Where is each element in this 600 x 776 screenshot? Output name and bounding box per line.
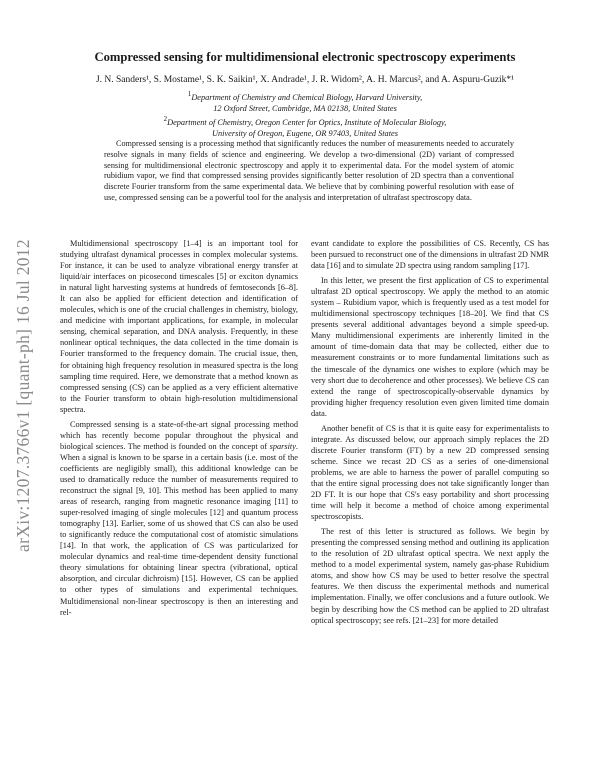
arxiv-stamp <box>10 215 36 575</box>
affiliation-mark: 1 <box>187 91 192 98</box>
affiliation-text: University of Oregon, Eugene, OR 97403, United States <box>212 128 398 138</box>
body-column-right <box>311 238 549 630</box>
affiliation-line <box>60 114 550 128</box>
affiliation-text: Department of Chemistry, Oregon Center for Optics, Institute of Molecular Biology, <box>167 117 447 127</box>
body-column-left <box>60 238 298 622</box>
abstract: Compressed sensing is a processing method that significantly reduces the number of measurements needed to accurately resolve signals in many fields of science and engineering. We develop a two-dimensional (2D) variant of compressed sensing for multidimensional electronic spectroscopy and apply it to experimental data. For the model system of atomic rubidium vapor, we find that compressed sensing provides significantly better resolution of 2D spectra than a conventional discrete Fourier transform from the same experimental data. We believe that by combining powerful resolution with ease of use, compressed sensing can be a powerful tool for the analysis and interpretation of ultrafast spectroscopy data. <box>104 139 514 202</box>
affiliation-line <box>60 89 550 103</box>
affiliation-line <box>60 128 550 139</box>
paper-title: Compressed sensing for multidimensional electronic spectroscopy experiments <box>94 50 516 64</box>
paragraph: Multidimensional spectroscopy [1–4] is an important tool for studying ultrafast dynamical processes in complex molecular systems. For instance, it can be used to analyze vibrational energy transfer at liquid/air interfaces on picosecond timescales [5] or exciton dynamics in natural light harvesting systems at hundreds of femtoseconds [6–8]. It can also be applied for efficient detection and identification of molecules, which is one of the crucial challenges in chemistry, biology, and medicine with important applications, for example, in molecular sensing, chemical separation, and DNA analysis. Frequently, in these nonlinear optical techniques, the data collected in the time domain is Fourier transformed to the frequency domain. The crucial issue, then, for obtaining high frequency resolution in measured spectra is the long sampling time required. Here, we demonstrate that a method known as compressed sensing (CS) can be applied as a very efficient alternative to the Fourier transform to obtain high-resolution multidimensional spectra. <box>60 239 298 414</box>
emphasis-term: sparsity <box>269 441 296 451</box>
paragraph-text: . When a signal is known to be sparse in a certain basis (i.e. most of the coefficients are negligibly small), this additional knowledge can be used to dramatically reduce the number of measurements required to reconstruct the signal [9, 10]. This method has been applied to many areas of research, ranging from magnetic resonance imaging [11] to super-resolved imaging of single molecules [12] and quantum process tomography [13]. Earlier, some of us showed that CS can also be used to significantly reduce the computational cost of atomistic simulations [14]. In that work, the application of CS was particularized for molecular dynamics and real-time time-dependent density functional theory simulations for obtaining linear spectra (vibrational, optical absorption, and circular dichroism) [15]. However, CS can be applied to other types of simulations and experimental techniques. Multidimensional non-linear spectroscopy is then an interesting and rel- <box>60 441 298 617</box>
author-list: J. N. Sanders¹, S. Mostame¹, S. K. Saikin¹, X. Andrade¹, J. R. Widom², A. H. Marcus², and A. Aspuru-Guzik*¹ <box>95 75 515 85</box>
paragraph <box>60 419 298 618</box>
paragraph-continued: evant candidate to explore the possibilities of CS. Recently, CS has been pursued to reconstruct one of the dimensions in ultrafast 2D NMR data [16] and to simulate 2D spectra using random sampling [17]. <box>311 239 549 271</box>
paragraph: The rest of this letter is structured as follows. We begin by presenting the compressed sensing method and outlining its application to the resolution of 2D ultrafast optical spectra. We next apply the method to a model experimental system, namely gas-phase Rubidium atoms, and show how CS may be used to better resolve the spectral features. We then discuss the experimental methods and numerical implementation. Finally, we offer conclusions and a future outlook. We begin by describing how the CS method can be applied to 2D ultrafast optical spectroscopy; see refs. [21–23] for more detailed <box>311 527 549 625</box>
affiliation-mark: 2 <box>163 115 168 123</box>
affiliation-line <box>60 103 550 114</box>
affiliation-text: 12 Oxford Street, Cambridge, MA 02138, United States <box>213 103 397 113</box>
paragraph-text: Compressed sensing is a state-of-the-art signal processing method which has recently become popular throughout the physical and biological sciences. The method is founded on the concept of <box>60 419 298 451</box>
affiliation-text: Department of Chemistry and Chemical Biology, Harvard University, <box>191 92 423 102</box>
paragraph: Another benefit of CS is that it is quite easy for experimentalists to integrate. As discussed below, our approach simply replaces the 2D discrete Fourier transform (FT) by a new 2D compressed sensing scheme. Since we recast 2D CS as a series of one-dimensional problems, we are able to harness the power of parallel computing so that the entire signal processing does not take significantly longer than 2D FT. It is our hope that CS's easy portability and short processing time will help it become a method of choice among experimental spectroscopists. <box>311 423 549 522</box>
paragraph: In this letter, we present the first application of CS to experimental ultrafast 2D optical spectroscopy. We apply the method to an atomic system – Rubidium vapor, which is frequently used as a test model for multidimensional spectroscopy techniques [18–20]. We find that CS presents several additional advantages beyond a simple speed-up. Many multidimensional experiments are inherently limited in the amount of time-domain data that may be collected, either due to measurement constraints or to more fundamental limitations such as the timescale of the dynamics one wishes to explore (which may be very short due to decoherence and other processes). We believe CS can extend the range of spectroscopically-observable dynamics by providing higher frequency resolution even given limited time domain data. <box>311 276 549 418</box>
arxiv-stamp-text: arXiv:1207.3766v1 [quant-ph] 16 Jul 2012 <box>12 238 33 552</box>
affiliations <box>60 89 550 139</box>
